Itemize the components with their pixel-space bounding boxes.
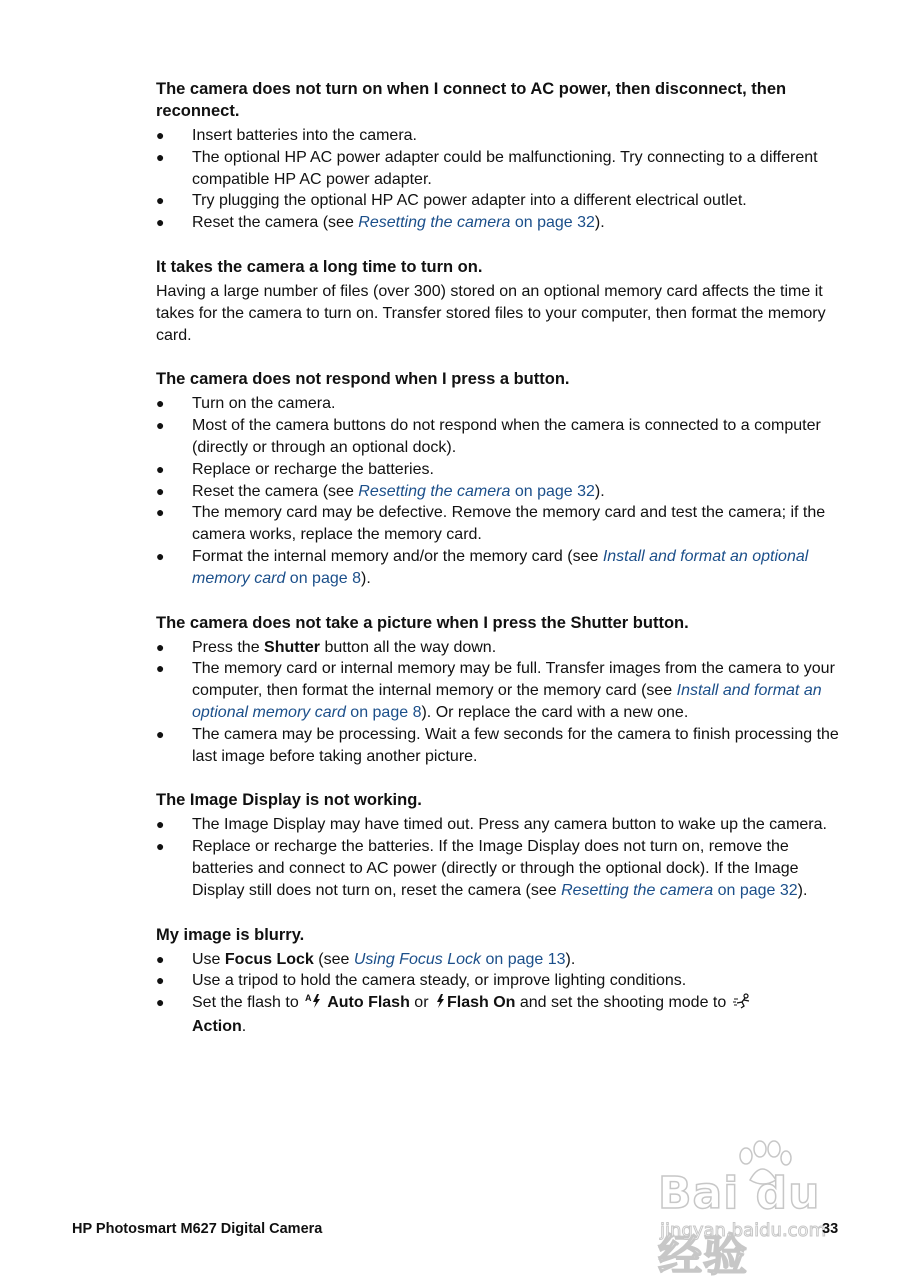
- bullet-dot-icon: ●: [156, 725, 165, 742]
- bullet-dot-icon: ●: [156, 214, 165, 231]
- bullet-dot-icon: ●: [156, 972, 165, 989]
- list-item: ● Try plugging the optional HP AC power adapter into a different electrical outlet.: [156, 190, 846, 212]
- list-item: ● Turn on the camera.: [156, 393, 846, 415]
- bullet-dot-icon: ●: [156, 838, 165, 855]
- bullet-dot-icon: ●: [156, 482, 165, 499]
- section-heading: The camera does not take a picture when I press the Shutter button.: [156, 613, 689, 632]
- bullet-list: [156, 637, 846, 768]
- action-mode-icon: [733, 993, 753, 1016]
- bullet-dot-icon: ●: [156, 660, 165, 677]
- bullet-dot-icon: ●: [156, 148, 165, 165]
- list-item: ● Replace or recharge the batteries.: [156, 459, 846, 481]
- list-item: ● Press the Shutter button all the way down.: [156, 637, 846, 659]
- bullet-dot-icon: ●: [156, 816, 165, 833]
- bullet-dot-icon: ●: [156, 547, 165, 564]
- bullet-list: [156, 125, 846, 234]
- cross-reference-link[interactable]: Resetting the camera on page 32: [358, 214, 595, 232]
- section-blurry-image: [156, 924, 846, 1038]
- cross-reference-link[interactable]: Install and format an optional memory card on page 8: [192, 682, 822, 721]
- bullet-dot-icon: ●: [156, 504, 165, 521]
- cross-reference-link[interactable]: Resetting the camera on page 32: [358, 482, 595, 500]
- list-item: ● Most of the camera buttons do not respond when the camera is connected to a computer (directly or through an optional dock).: [156, 417, 821, 456]
- section-heading: It takes the camera a long time to turn on.: [156, 257, 483, 276]
- bullet-dot-icon: ●: [156, 417, 165, 434]
- list-item: ● Replace or recharge the batteries. If the Image Display does not turn on, remove the batteries and connect to AC power (directly or through the optional dock). If the Image Display still does not turn on, reset the camera (see Resetting the camera on page 32).: [156, 838, 808, 899]
- section-no-picture: [156, 612, 846, 768]
- list-item: ● The memory card may be defective. Remove the memory card and test the camera; if the camera works, replace the memory card.: [156, 504, 826, 544]
- section-no-button-response: [156, 368, 846, 589]
- bullet-dot-icon: ●: [156, 395, 165, 412]
- section-image-display: [156, 789, 846, 901]
- section-heading: My image is blurry.: [156, 925, 305, 944]
- page-content: [156, 78, 846, 1053]
- cross-reference-link[interactable]: Install and format an optional memory card on page 8: [192, 547, 809, 587]
- bullet-dot-icon: ●: [156, 950, 165, 967]
- bullet-dot-icon: ●: [156, 994, 165, 1011]
- list-item: ● Reset the camera (see Resetting the camera on page 32).: [156, 481, 846, 503]
- bullet-list: [156, 949, 846, 1038]
- bullet-dot-icon: ●: [156, 460, 165, 477]
- bullet-dot-icon: ●: [156, 638, 165, 655]
- section-paragraph: Having a large number of files (over 300) stored on an optional memory card affects the time it takes for the camera to turn on. Transfer stored files to your computer, then format the memory card.: [156, 282, 826, 344]
- list-item: ● The optional HP AC power adapter could be malfunctioning. Try connecting to a different compatible HP AC power adapter.: [156, 148, 818, 188]
- watermark-brand: Bai du 经验: [658, 1168, 821, 1281]
- section-heading: The camera does not respond when I press a button.: [156, 370, 570, 389]
- list-item: ● Use a tripod to hold the camera steady, or improve lighting conditions.: [156, 970, 846, 992]
- bullet-dot-icon: ●: [156, 127, 165, 143]
- list-item: ● The Image Display may have timed out. Press any camera button to wake up the camera.: [156, 814, 846, 836]
- svg-text:A: A: [305, 993, 312, 1004]
- list-item: ● Reset the camera (see Resetting the camera on page 32).: [156, 212, 846, 234]
- list-item: ● Insert batteries into the camera.: [156, 125, 846, 147]
- list-item: ● Format the internal memory and/or the memory card (see Install and format an optional memory card on page 8).: [156, 547, 809, 587]
- section-heading: The Image Display is not working.: [156, 791, 422, 810]
- cross-reference-link[interactable]: Resetting the camera on page 32: [561, 881, 798, 899]
- list-item: ● The camera may be processing. Wait a few seconds for the camera to finish processing the last image before taking another picture.: [156, 725, 839, 765]
- bullet-list: [156, 814, 846, 901]
- cross-reference-link[interactable]: Using Focus Lock on page 13: [353, 950, 566, 968]
- flash-on-icon: [435, 993, 445, 1016]
- list-item: ● Set the flash to A Auto Flash or Flash On and set the shooting mode to Action.: [156, 992, 846, 1038]
- list-item: ● Use Focus Lock (see Using Focus Lock on page 13).: [156, 949, 846, 971]
- bullet-list: [156, 393, 846, 589]
- section-slow-turn-on: [156, 256, 846, 346]
- bullet-dot-icon: ●: [156, 192, 165, 209]
- list-item: ● The memory card or internal memory may be full. Transfer images from the camera to your computer, then format the internal memory or the memory card (see Install and format an optional memory card on page 8). Or replace the card with a new one.: [156, 660, 835, 721]
- baidu-jingyan-watermark: [650, 1140, 880, 1281]
- auto-flash-icon: [305, 993, 325, 1016]
- footer-title: HP Photosmart M627 Digital Camera: [72, 1221, 323, 1237]
- page-number: 33: [822, 1221, 839, 1237]
- watermark-site: jingyan.baidu.com: [660, 1220, 827, 1241]
- section-heading: The camera does not turn on when I connect to AC power, then disconnect, then reconnect.: [156, 80, 787, 120]
- section-ac-power: [156, 78, 846, 234]
